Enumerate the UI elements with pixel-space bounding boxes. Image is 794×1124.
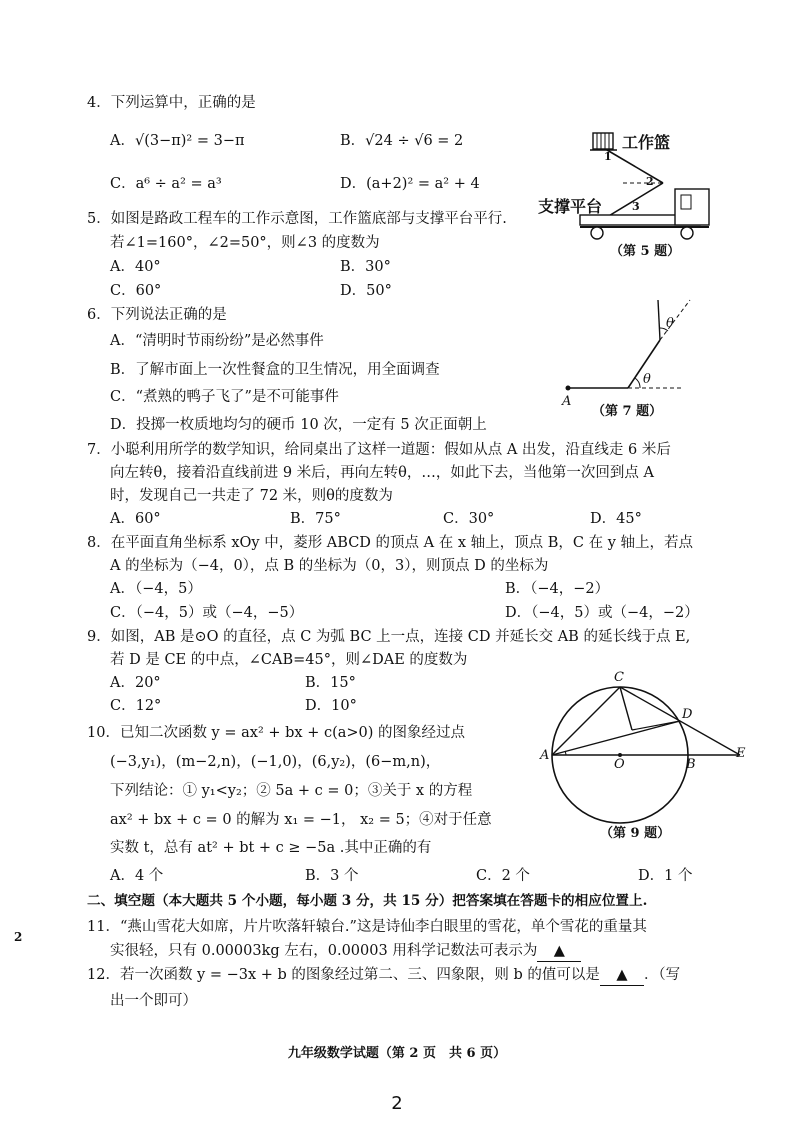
q10-stem-5: 实数 t，总有 at² + bt + c ≥ −5a .其中正确的有: [110, 840, 432, 856]
q12-stem-2: 出一个即可）: [110, 993, 197, 1009]
q4-option-a: A．√(3−π)² = 3−π: [110, 133, 245, 149]
q8-option-a: A．（−4，5）: [110, 581, 202, 597]
q6-option-c: C．“煮熟的鸭子飞了”是不可能事件: [110, 389, 339, 405]
q6-option-b: B．了解市面上一次性餐盒的卫生情况，用全面调查: [110, 362, 440, 378]
q5-option-b: B．30°: [340, 259, 391, 275]
q8-stem-1: 8．在平面直角坐标系 xOy 中，菱形 ABCD 的顶点 A 在 x 轴上，顶点 B，C 在 y 轴上，若点: [87, 535, 693, 551]
q10-option-a: A．4 个: [110, 868, 164, 884]
q10-stem-4: ax² + bx + c = 0 的解为 x₁ = −1， x₂ = 5；④对于任意: [110, 812, 492, 828]
q12-stem-1: 12．若一次函数 y = −3x + b 的图象经过第二、三、四象限，则 b 的值可以是: [87, 967, 600, 983]
q9-point-c: C: [614, 670, 624, 685]
q5-option-a: A．40°: [110, 259, 161, 275]
q11-stem-1: 11．“燕山雪花大如席，片片吹落轩辕台.”这是诗仙李白眼里的雪花，单个雪花的重量其: [87, 919, 647, 935]
q10-stem-3: 下列结论：① y₁<y₂；② 5a + c = 0；③关于 x 的方程: [110, 783, 473, 799]
q12-answer-blank: ▲: [600, 965, 644, 986]
q4-option-b: B．√24 ÷ √6 = 2: [340, 133, 464, 149]
q9-point-e: E: [736, 746, 746, 761]
q9-option-b: B．15°: [305, 675, 356, 691]
q7-point-a: A: [562, 394, 572, 409]
q12-stem-1-line: [87, 965, 680, 986]
q7-theta-top: θ: [666, 316, 674, 331]
q10-option-c: C．2 个: [476, 868, 530, 884]
q10-option-d: D．1 个: [638, 868, 693, 884]
q9-stem-1: 9．如图，AB 是⊙O 的直径，点 C 为弧 BC 上一点，连接 CD 并延长交 AB 的延长线于点 E,: [87, 629, 691, 645]
section-fill-in-blank-header: 二、填空题（本大题共 5 个小题，每小题 3 分，共 15 分）把答案填在答题卡的相应位置上.: [87, 893, 648, 909]
q4-stem: 4．下列运算中，正确的是: [87, 95, 256, 111]
q9-point-a: A: [540, 748, 550, 763]
q12-stem-tail: ．（写: [643, 967, 681, 983]
q7-option-c: C．30°: [443, 511, 495, 527]
q9-option-a: A．20°: [110, 675, 161, 691]
q7-stem-1: 7．小聪利用所学的数学知识，给同桌出了这样一道题：假如从点 A 出发，沿直线走 6 米后: [87, 442, 671, 458]
page-footer: 九年级数学试题（第 2 页 共 6 页）: [287, 1046, 507, 1061]
q9-option-c: C．12°: [110, 698, 162, 714]
q6-option-a: A．“清明时节雨纷纷”是必然事件: [110, 333, 324, 349]
q9-point-d: D: [682, 707, 693, 722]
q9-caption: （第 9 题）: [600, 826, 671, 841]
q9-stem-2: 若 D 是 CE 的中点，∠CAB=45°，则∠DAE 的度数为: [110, 652, 468, 668]
q4-option-d: D．(a+2)² = a² + 4: [340, 176, 480, 192]
page-number: 2: [391, 1093, 403, 1114]
q6-option-d: D．投掷一枚质地均匀的硬币 10 次，一定有 5 次正面朝上: [110, 417, 487, 433]
q8-option-d: D．（−4，5）或（−4，−2）: [505, 605, 699, 621]
q5-stem-2: 若∠1=160°，∠2=50°，则∠3 的度数为: [110, 235, 380, 251]
q7-option-d: D．45°: [590, 511, 642, 527]
q7-caption: （第 7 题）: [592, 404, 663, 419]
q7-theta-bottom: θ: [643, 372, 651, 387]
q5-label-basket: 工作篮: [622, 133, 671, 152]
q8-stem-2: A 的坐标为（−4，0），点 B 的坐标为（0，3），则顶点 D 的坐标为: [110, 558, 549, 574]
q11-stem-2-line: [110, 941, 581, 962]
q5-angle-1: 1: [604, 150, 612, 163]
q7-option-b: B．75°: [290, 511, 341, 527]
q10-stem-1: 10．已知二次函数 y = ax² + bx + c(a>0) 的图象经过点: [87, 725, 466, 741]
q8-option-b: B．（−4，−2）: [505, 581, 610, 597]
q7-stem-2: 向左转θ，接着沿直线前进 9 米后，再向左转θ，…，如此下去，当他第一次回到点 A: [110, 465, 654, 481]
q7-stem-3: 时，发现自己一共走了 72 米，则θ的度数为: [110, 488, 393, 504]
q7-figure-path: [560, 295, 710, 405]
q4-option-c: C．a⁶ ÷ a² = a³: [110, 176, 222, 192]
q8-option-c: C．（−4，5）或（−4，−5）: [110, 605, 304, 621]
margin-page-mark: 2: [14, 930, 23, 944]
q5-option-c: C．60°: [110, 283, 162, 299]
q10-stem-2: (−3,y₁)，(m−2,n)，(−1,0)，(6,y₂)，(6−m,n)，: [110, 754, 441, 770]
q11-stem-2: 实很轻，只有 0.00003kg 左右，0.00003 用科学记数法可表示为: [110, 943, 538, 959]
q5-angle-3: 3: [632, 200, 640, 213]
q5-label-platform: 支撑平台: [538, 197, 603, 216]
q5-stem-1: 5．如图是路政工程车的工作示意图，工作篮底部与支撑平台平行.: [87, 211, 507, 227]
q10-option-b: B．3 个: [305, 868, 359, 884]
q9-point-b: B: [686, 757, 696, 772]
q9-point-o: O: [614, 757, 625, 772]
q7-option-a: A．60°: [110, 511, 161, 527]
q5-option-d: D．50°: [340, 283, 392, 299]
q11-answer-blank: ▲: [537, 941, 581, 962]
q5-caption: （第 5 题）: [610, 244, 681, 259]
q5-angle-2: 2: [646, 175, 654, 188]
q9-option-d: D．10°: [305, 698, 357, 714]
q6-stem: 6．下列说法正确的是: [87, 307, 227, 323]
